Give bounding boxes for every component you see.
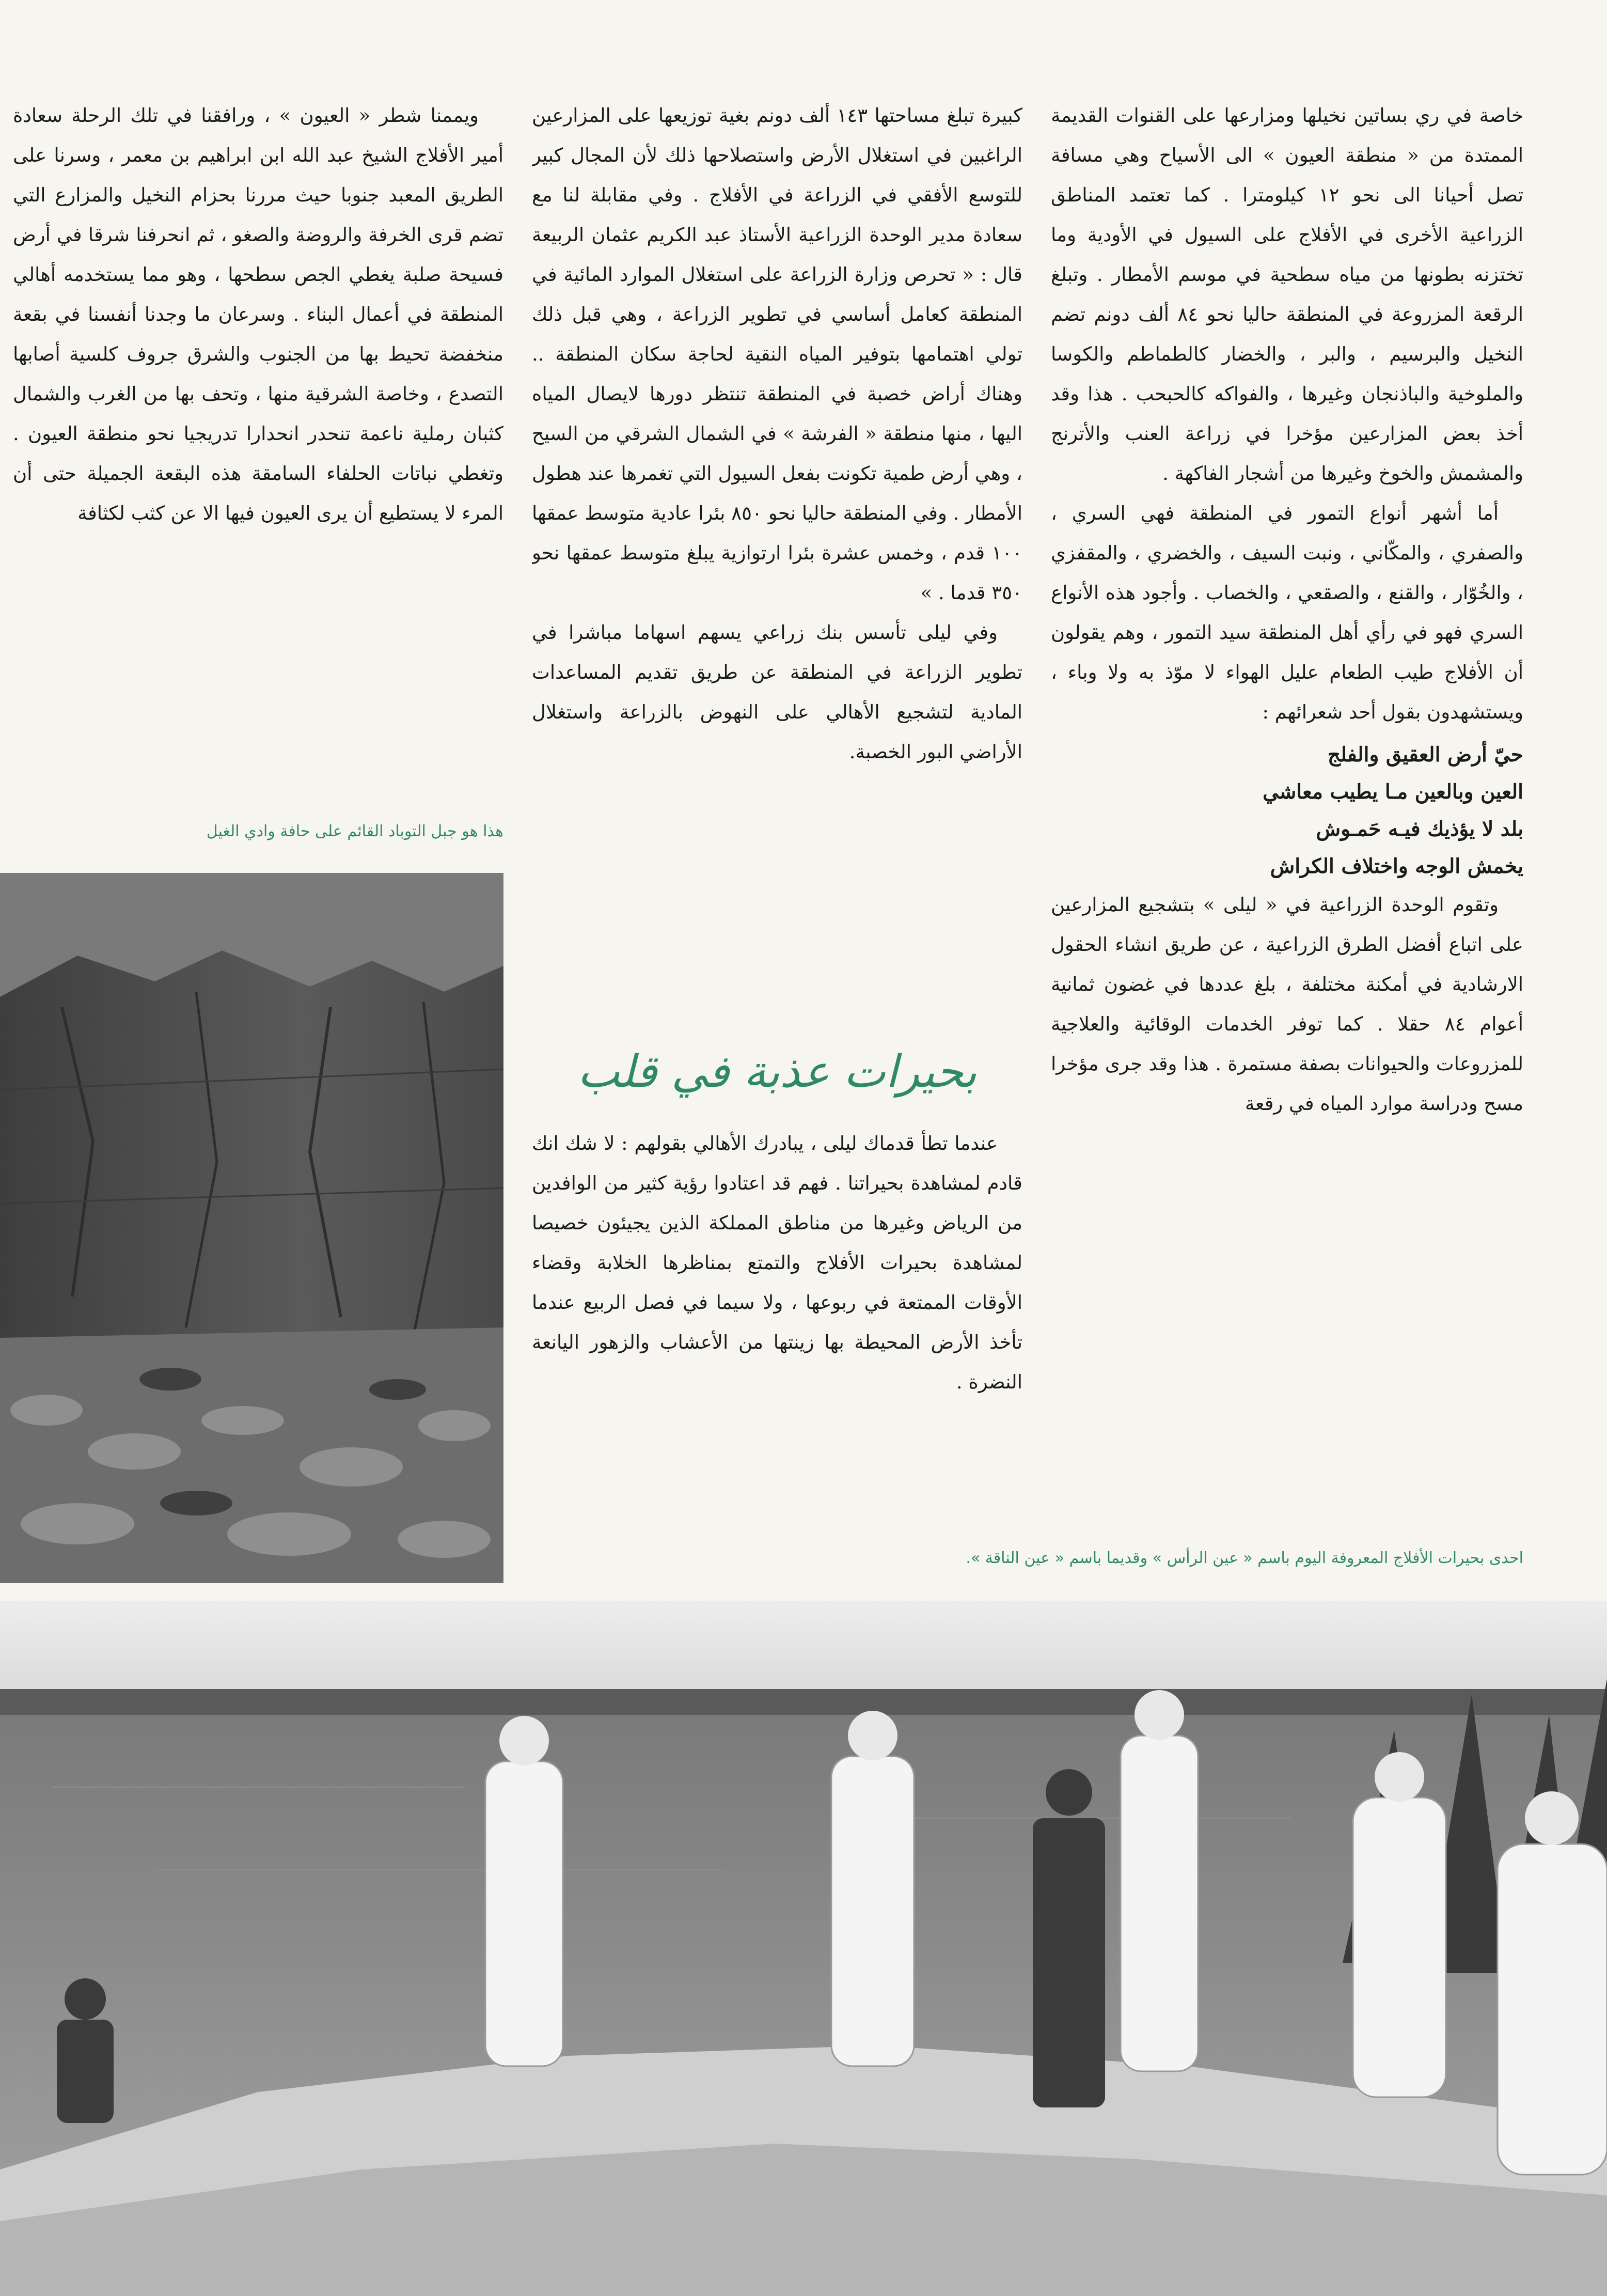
paragraph: عندما تطأ قدماك ليلى ، يبادرك الأهالي بقولهم : لا شك انك قادم لمشاهدة بحيراتنا . فهم قد اعتادوا رؤية كثير من الوافدين من الرياض وغيرها من مناطق المملكة الذين يجيئون خصيصا لمشاهدة بحيرات الأفلاج والتمتع بمناظرها الخلابة وقضاء الأوقات الممتعة في ربوعها ، ولا سيما في فصل الربيع عندما تأخذ الأرض المحيطة بها زينتها من الأعشاب والزهور اليانعة النضرة . — [532, 1132, 1022, 1393]
poem-line: بلد لا يؤذيك فيـه حَمـوش — [1316, 817, 1523, 841]
photo-caption-cliff: هذا هو جبل التوباد القائم على حافة وادي الغيل — [206, 822, 503, 840]
paragraph: أما أشهر أنواع التمور في المنطقة فهي السري ، والصفري ، والمكّاني ، ونبت السيف ، والخضري ، والمقفزي ، والخُوّار ، والقنع ، والصقعي ، والخصاب . وأجود هذه الأنواع السري فهو في رأي أهل المنطقة سيد التمور ، وهم يقولون أن الأفلاج طيب الطعام عليل الهواء لا موّذ به ولا وباء ، ويستشهدون بقول أحد شعرائهم : — [1051, 502, 1523, 723]
cliff-illustration — [0, 873, 503, 1583]
article-column-left — [13, 96, 503, 788]
paragraph: كبيرة تبلغ مساحتها ١٤٣ ألف دونم بغية توزيعها على المزارعين الراغبين في استغلال الأرض واستصلاحها ذلك لأن المجال كبير للتوسع الأفقي في الزراعة في الأفلاج . وفي مقابلة لنا مع سعادة مدير الوحدة الزراعية الأستاذ عبد الكريم عثمان الربيعة قال : « تحرص وزارة الزراعة على استغلال الموارد المائية في المنطقة كعامل أساسي في تطوير الزراعة ، وهي قبل ذلك تولي اهتمامها بتوفير المياه النقية لحاجة سكان المنطقة .. وهناك أراض خصبة في المنطقة تنتظر دورها لايصال المياه اليها ، منها منطقة « الفرشة » في الشمال الشرقي من السيح ، وهي أرض طمية تكونت بفعل السيول التي تغمرها عند هطول الأمطار . وفي المنطقة حاليا نحو ٨٥٠ بئرا عادية متوسط عمقها ١٠٠ قدم ، وخمس عشرة بئرا ارتوازية يبلغ متوسط عمقها نحو ٣٥٠ قدما . » — [532, 104, 1022, 604]
poem — [1051, 736, 1523, 885]
article-column-middle-continued — [532, 1123, 1022, 1485]
poem-line: العين وبالعين مـا يطيب معاشي — [1263, 780, 1523, 804]
paragraph: ويممنا شطر « العيون » ، ورافقنا في تلك الرحلة سعادة أمير الأفلاج الشيخ عبد الله ابن ابراهيم بن معمر ، وسرنا على الطريق المعبد جنوبا حيث مررنا بحزام النخيل والمزارع التي تضم قرى الخرفة والروضة والصغو ، ثم انحرفنا شرقا في أرض فسيحة صلبة يغطي الجص سطحها ، وهو مما يستخدمه أهالي المنطقة في أعمال البناء . وسرعان ما وجدنا أنفسنا في بقعة منخفضة تحيط بها من الجنوب والشرق جروف كلسية أصابها التصدع ، وخاصة الشرقية منها ، وتحف بها من الغرب والشمال كثبان رملية ناعمة تنحدر انحدارا تدريجيا نحو منطقة العيون . وتغطي نباتات الحلفاء السامقة هذه البقعة الجميلة حتى أن المرء لا يستطيع أن يرى العيون فيها الا عن كثب لكثافة — [13, 104, 503, 524]
cliff-photo — [0, 873, 503, 1583]
lake-illustration — [0, 1601, 1607, 2296]
poem-line: يخمش الوجه واختلاف الكراش — [1270, 854, 1523, 878]
poem-line: حيّ أرض العقيق والفلج — [1327, 743, 1523, 767]
article-column-right — [1051, 96, 1523, 1485]
paragraph: خاصة في ري بساتين نخيلها ومزارعها على القنوات القديمة الممتدة من « منطقة العيون » الى الأسياح وهي مسافة تصل أحيانا الى نحو ١٢ كيلومترا . كما تعتمد المناطق الزراعية الأخرى في الأفلاج على السيول في الأودية وما تختزنه بطونها من مياه سطحية في موسم الأمطار . وتبلغ الرقعة المزروعة في المنطقة حاليا نحو ٨٤ ألف دونم تضم النخيل والبرسيم ، والبر ، والخضار كالطماطم والكوسا والملوخية والباذنجان وغيرها ، والفواكه كالحبحب . هذا وقد أخذ بعض المزارعين مؤخرا في زراعة العنب والأترنج والمشمش والخوخ وغيرها من أشجار الفاكهة . — [1051, 104, 1523, 485]
photo-caption-lake: احدى بحيرات الأفلاج المعروفة اليوم باسم « عين الرأس » وقديما باسم « عين الناقة ». — [966, 1549, 1523, 1567]
article-column-middle — [532, 96, 1022, 1025]
paragraph: وتقوم الوحدة الزراعية في « ليلى » بتشجيع المزارعين على اتباع أفضل الطرق الزراعية ، عن طريق انشاء الحقول الارشادية في أمكنة مختلفة ، بلغ عددها في غضون ثمانية أعوام ٨٤ حقلا . كما توفر الخدمات الوقائية والعلاجية للمزروعات والحيوانات بصفة مستمرة . هذا وقد جرى مؤخرا مسح ودراسة موارد المياه في رقعة — [1051, 894, 1523, 1115]
lake-photo — [0, 1601, 1607, 2296]
paragraph: وفي ليلى تأسس بنك زراعي يسهم اسهاما مباشرا في تطوير الزراعة في المنطقة عن طريق تقديم المساعدات المادية لتشجيع الأهالي على النهوض بالزراعة واستغلال الأراضي البور الخصبة. — [532, 621, 1022, 763]
section-subheading: بحيرات عذبة في قلب — [577, 1046, 977, 1098]
